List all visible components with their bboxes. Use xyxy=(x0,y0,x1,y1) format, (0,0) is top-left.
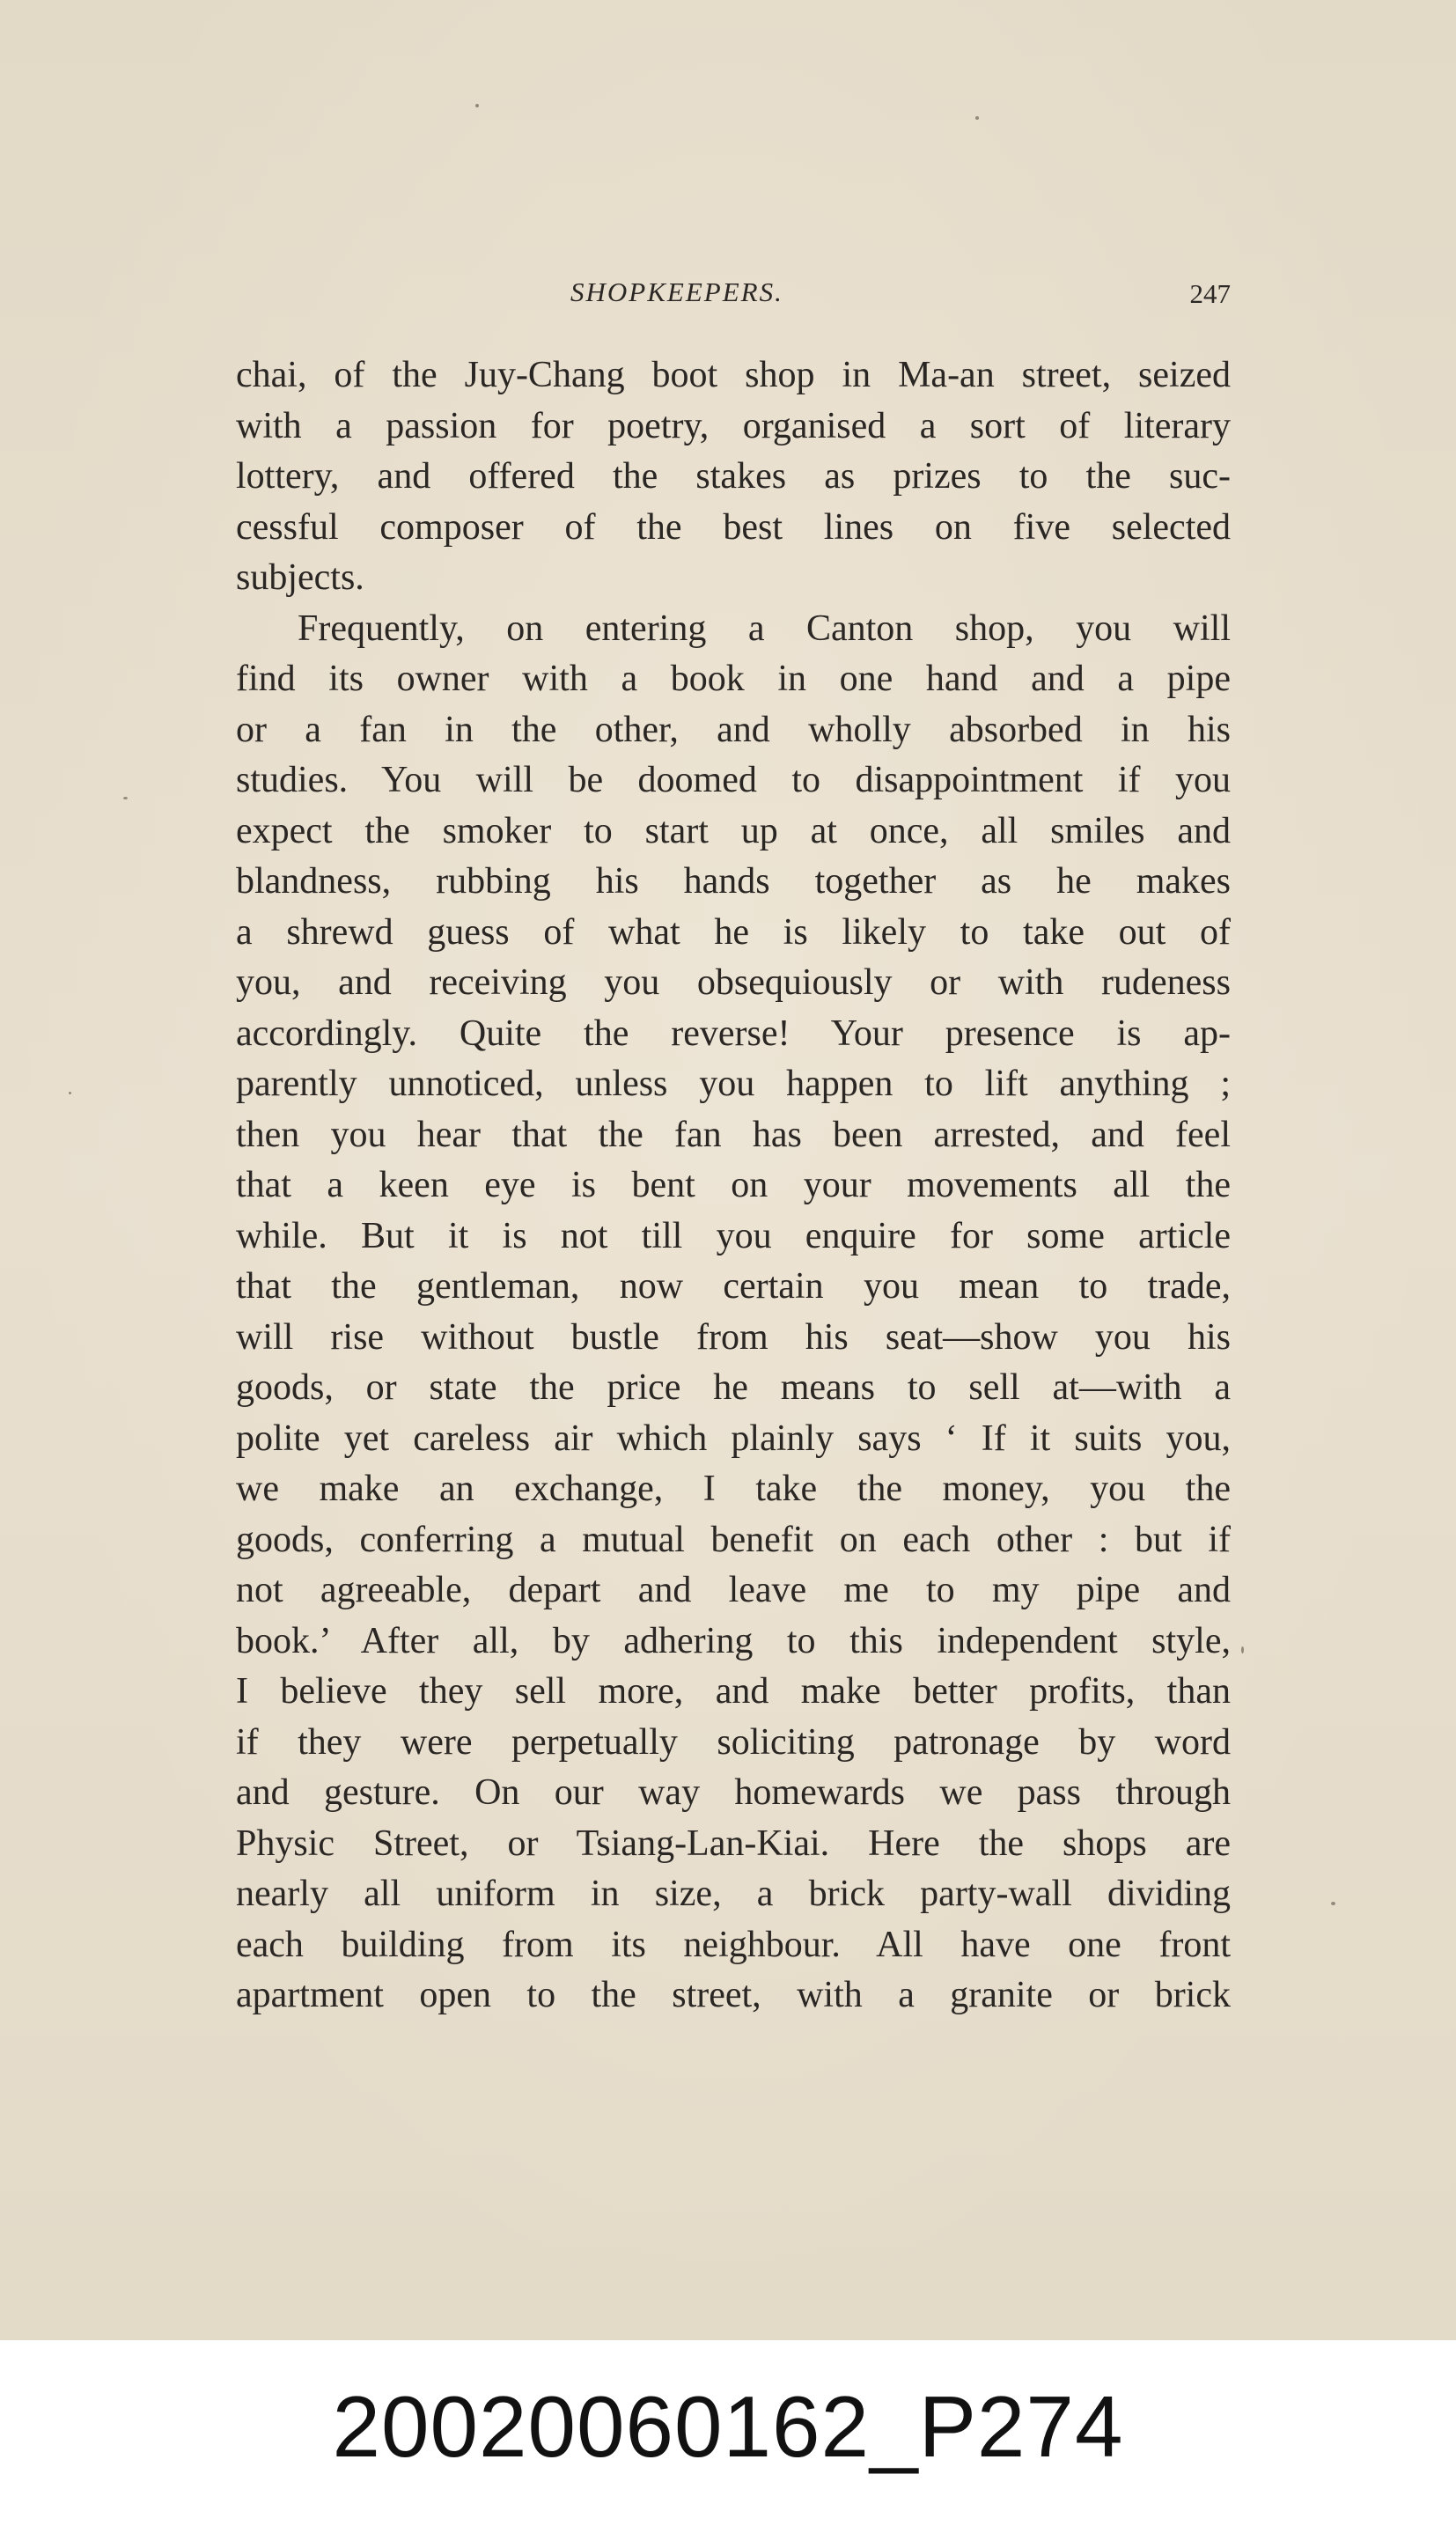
text-line: book.’ After all, by adhering to this independent style, xyxy=(236,1620,1231,1661)
text-line: accordingly. Quite the reverse! Your presence is ap- xyxy=(236,1013,1231,1054)
text-line: expect the smoker to start up at once, all smiles and xyxy=(236,810,1231,851)
text-line: while. But it is not till you enquire for some article xyxy=(236,1215,1231,1256)
text-line: subjects. xyxy=(236,557,364,598)
text-line: chai, of the Juy-Chang boot shop in Ma-an street, seized xyxy=(236,355,1231,395)
image-id-caption: 20020060162_P274 xyxy=(332,2378,1124,2475)
text-line: cessful composer of the best lines on five selected xyxy=(236,506,1231,548)
paper-speck xyxy=(1241,1646,1244,1653)
text-line: will rise without bustle from his seat—show you his xyxy=(236,1316,1231,1358)
text-line: lottery, and offered the stakes as prizes to the suc- xyxy=(236,456,1231,497)
text-line: with a passion for poetry, organised a sort of literary xyxy=(236,405,1231,446)
paper-speck xyxy=(475,104,479,107)
paper-speck xyxy=(975,116,979,120)
text-line: polite yet careless air which plainly says ‘ If it suits you, xyxy=(236,1418,1231,1459)
text-line: studies. You will be doomed to disappointment if you xyxy=(236,760,1231,800)
running-title: SHOPKEEPERS. xyxy=(570,276,783,307)
page-number: 247 xyxy=(1189,278,1231,309)
text-line: you, and receiving you obsequiously or with rudeness xyxy=(236,962,1231,1003)
paper-speck xyxy=(1331,1902,1335,1905)
text-line: then you hear that the fan has been arrested, and feel xyxy=(236,1114,1231,1155)
text-line: Frequently, on entering a Canton shop, you will xyxy=(298,608,1231,649)
paper-speck xyxy=(123,797,128,799)
text-line: apartment open to the street, with a granite or brick xyxy=(236,1975,1231,2015)
text-line: each building from its neighbour. All have one front xyxy=(236,1924,1231,1965)
text-line: that the gentleman, now certain you mean to trade, xyxy=(236,1266,1231,1307)
text-line: find its owner with a book in one hand and a pipe xyxy=(236,659,1231,699)
text-line: not agreeable, depart and leave me to my pipe and xyxy=(236,1570,1231,1610)
text-line: and gesture. On our way homewards we pass through xyxy=(236,1772,1231,1813)
text-line: that a keen eye is bent on your movements all the xyxy=(236,1165,1231,1205)
text-line: if they were perpetually soliciting patronage by word xyxy=(236,1721,1231,1763)
text-line: nearly all uniform in size, a brick party-wall dividing xyxy=(236,1874,1231,1914)
paper-speck xyxy=(69,1092,71,1094)
text-line: Physic Street, or Tsiang-Lan-Kiai. Here the shops are xyxy=(236,1823,1231,1864)
body-text xyxy=(236,350,1231,2021)
text-line: a shrewd guess of what he is likely to take out of xyxy=(236,911,1231,953)
text-line: blandness, rubbing his hands together as he makes xyxy=(236,861,1231,902)
running-head xyxy=(236,276,1231,317)
text-line: I believe they sell more, and make better profits, than xyxy=(236,1671,1231,1712)
text-line: goods, conferring a mutual benefit on each other : but if xyxy=(236,1519,1231,1560)
text-line: parently unnoticed, unless you happen to lift anything ; xyxy=(236,1064,1231,1104)
text-line: or a fan in the other, and wholly absorbed in his xyxy=(236,709,1231,750)
text-line: we make an exchange, I take the money, you the xyxy=(236,1469,1231,1509)
text-line: goods, or state the price he means to sell at—with a xyxy=(236,1367,1231,1408)
